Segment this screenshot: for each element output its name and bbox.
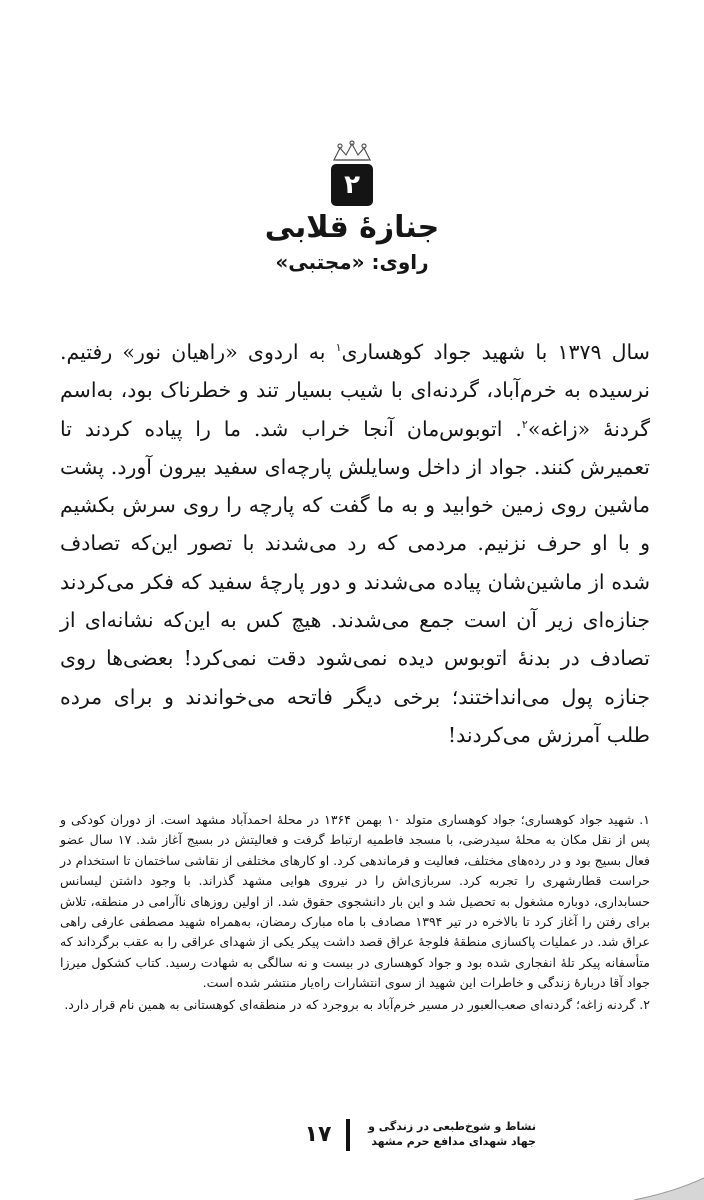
chapter-number: ۲ xyxy=(344,170,360,200)
story-paragraph xyxy=(60,333,650,754)
story-text-1: سال ۱۳۷۹ با شهید جواد کوهساری xyxy=(341,340,650,364)
narrator-line: راوی: «مجتبی» xyxy=(275,250,429,274)
footnote-2: ۲. گردنه زاغه؛ گردنه‌ای صعب‌العبور در مسیر خرم‌آباد به بروجرد که در منطقه‌ای کوهستانی به همین نام قرار دارد. xyxy=(64,996,650,1012)
footnote-1: ۱. شهید جواد کوهساری؛ جواد کوهساری متولد ۱۰ بهمن ۱۳۶۴ در محلهٔ احمدآباد مشهد است. از دوران کودکی و پس از نقل مکان به محلهٔ سیدرضی، با مسجد فاطمیه ارتباط گرفت و فعالیتش در بسیج آغاز شد. ۱۷ سال عضو فعال بسیج بود و در رده‌های مختلف، فعالیت و فرماندهی کرد. او کارهای مختلفی از نقاشی ساختمان تا استخدام در حراست قطارشهری را تجربه کرد. سربازی‌اش را در نیروی هوایی مشهد گذراند. با وجود داشتن لیسانس حسابداری، دوباره مشغول به تحصیل شد و این بار دانشجوی حقوق شد. از اولین روزهای ناآرامی در منطقه، تلاش برای رفتن را آغاز کرد تا بالاخره در تیر ۱۳۹۴ مصادف با ماه مبارک رمضان، به‌همراه شهید مصطفی عارفی راهی عراق شد. در عملیات پاکسازی منطقهٔ فلوجهٔ عراق قصد داشت پیکر یکی از شهدای عراقی را به عقب برگرداند که متأسفانه پیکر تلهٔ انفجاری شده بود و جواد کوهساری در بیست و نه سالگی به شهادت رسید. کتاب کشکول میرزا جواد آقا دربارهٔ زندگی و خاطرات این شهید از سوی انتشارات راه‌یار منتشر شده است. xyxy=(60,812,650,991)
page-number: ۱۷ xyxy=(304,1122,332,1147)
footer-divider xyxy=(346,1119,350,1151)
footnotes-section xyxy=(60,810,650,1016)
story-text-2: به اردوی «راهیان نور» رفتیم. نرسیده به خرم‌آباد، گردنه‌ای با شیب بسیار تند و خطرناک بود، به‌اسم گردنهٔ «زاغه» xyxy=(60,340,650,441)
footnote-ref-1: ۱ xyxy=(335,341,342,355)
chapter-title: جنازهٔ قلابی xyxy=(264,210,440,245)
series-title: نشاط و شوخ‌طبعی در زندگی و جهاد شهدای مدافع حرم مشهد xyxy=(368,1120,536,1148)
story-text-3: . اتوبوس‌مان آنجا خراب شد. ما را پیاده کردند تا تعمیرش کنند. جواد از داخل وسایلش پارچه‌ای سفید بیرون آورد. پشت ماشین روی زمین خوابید و به ما گفت که پارچه را روی سرش بکشیم و با او حرف نزنیم. مردمی که رد می‌شدند با تصور این‌که تصادف شده از ماشین‌شان پیاده می‌شدند و دور پارچهٔ سفید که فکر می‌کردند جنازه‌ای زیر آن است جمع می‌شدند. هیچ کس به این‌که نشانه‌ای از تصادف در بدنهٔ اتوبوس دیده نمی‌شود دقت نمی‌کرد! بعضی‌ها روی جنازه پول می‌انداختند؛ برخی دیگر فاتحه می‌خواندند و برای مرده طلب آمرزش می‌کردند! xyxy=(60,416,650,747)
chapter-number-badge xyxy=(331,164,373,206)
crown-ornament-icon xyxy=(330,140,374,162)
page-curl-shadow xyxy=(634,1170,704,1200)
footnote-ref-2: ۲ xyxy=(521,417,528,431)
